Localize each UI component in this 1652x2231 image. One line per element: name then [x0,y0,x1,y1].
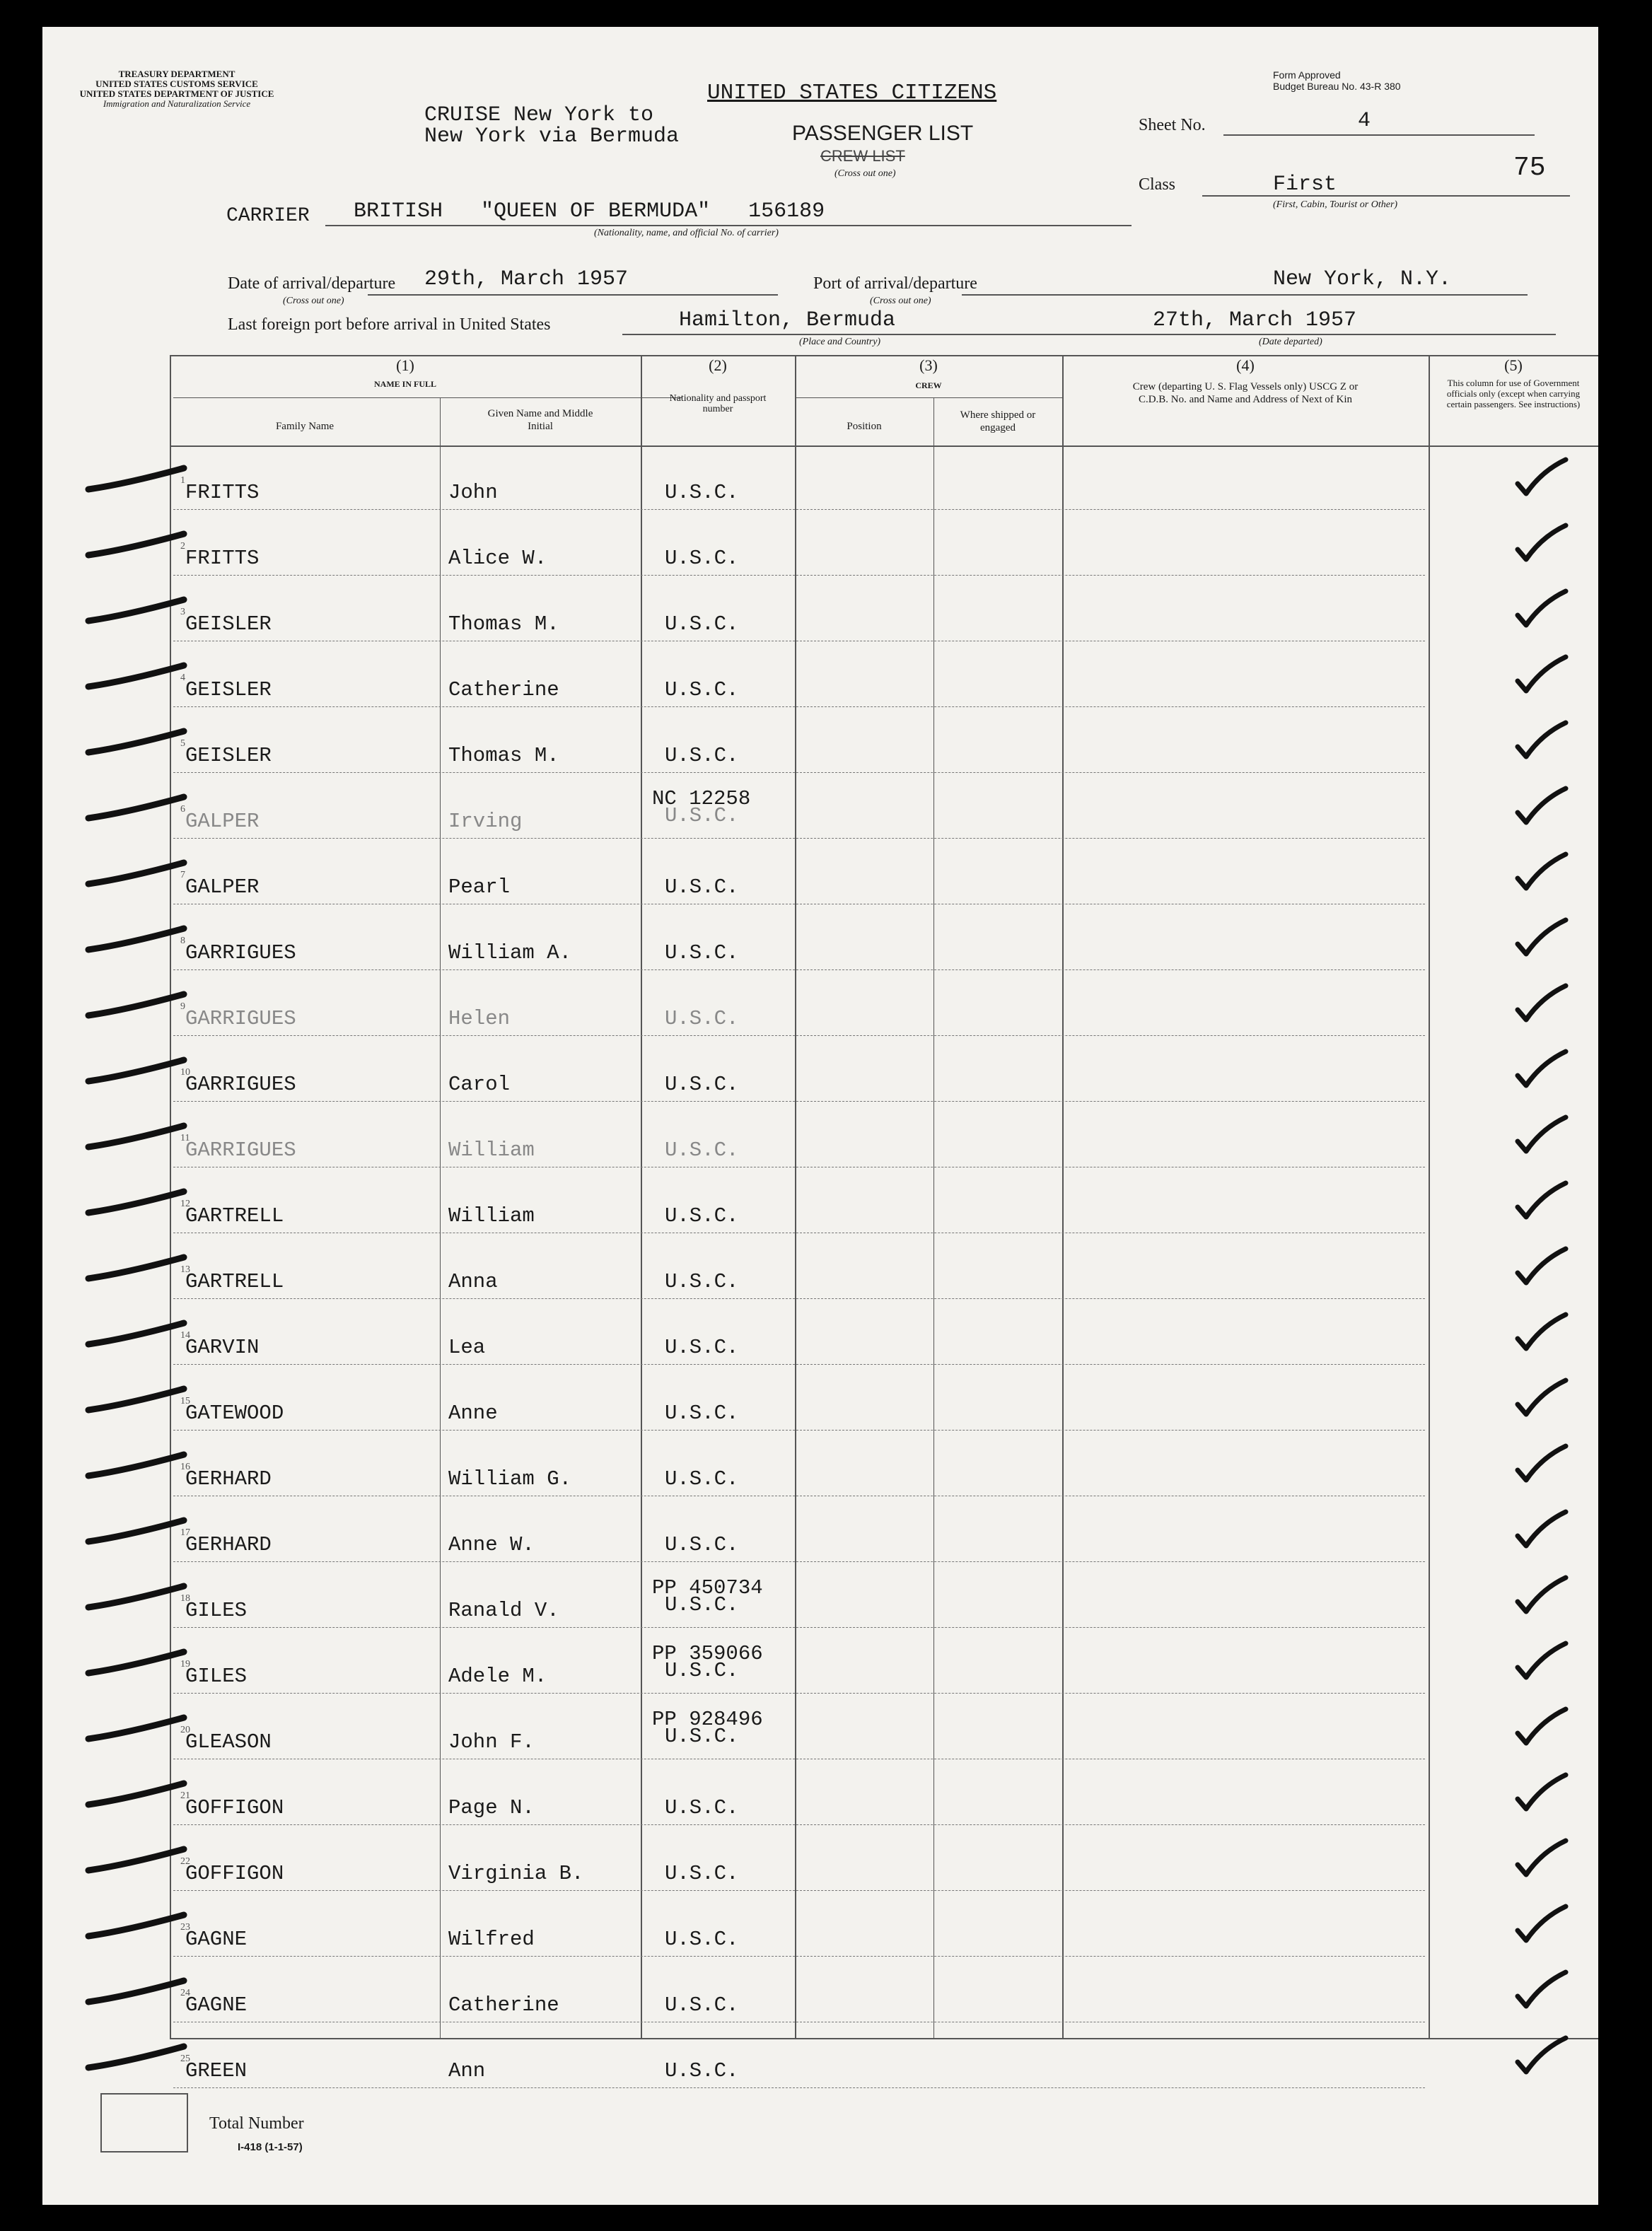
given-name-cell: Lea [448,1336,486,1359]
nationality-cell: U.S.C. [665,941,739,965]
row-number: 10 [180,1067,190,1078]
agency-line: UNITED STATES DEPARTMENT OF JUSTICE [79,88,274,99]
nationality-cell: U.S.C. [665,1270,739,1293]
family-name-cell: FRITTS [185,481,260,504]
official-check-icon [1513,1180,1570,1226]
given-name-cell: Virginia B. [448,1862,584,1885]
official-check-icon [1513,1706,1570,1752]
tally-check-icon [85,1778,191,1817]
document-page [42,27,1598,2205]
col4-label: Crew (departing U. S. Flag Vessels only) USCG Z or C.D.B. No. and Name and Address of Next of Kin [1132,381,1359,405]
tally-check-icon [85,1383,191,1422]
given-name-cell: John [448,481,498,504]
row-number: 21 [180,1790,190,1801]
family-name-cell: GARRIGUES [185,1138,296,1162]
family-name-cell: GREEN [185,2059,248,2083]
tally-check-icon [85,1317,191,1356]
tally-check-icon [85,1186,191,1225]
given-name-cell: Catherine [448,678,559,701]
official-check-icon [1513,523,1570,569]
tally-check-icon [85,1975,191,2014]
given-name-cell: William A. [448,941,572,965]
given-name-cell: Anne [448,1402,498,1425]
family-name-cell: GAGNE [185,1993,248,2017]
tally-check-icon [85,726,191,764]
row-number: 6 [180,804,185,815]
family-name-cell: GERHARD [185,1467,272,1491]
date-departed-value: 27th, March 1957 [1153,308,1357,332]
tally-check-icon [85,462,191,501]
total-number-box[interactable] [100,2093,188,2153]
family-name-cell: GARRIGUES [185,1073,296,1096]
col1-label: NAME IN FULL [373,379,436,389]
official-check-icon [1513,1049,1570,1095]
col2-number: (2) [709,356,727,374]
official-check-icon [1513,720,1570,766]
official-check-icon [1513,654,1570,700]
cruise-line-2: New York via Bermuda [424,124,680,148]
row-number: 1 [180,475,185,486]
given-name-cell: Alice W. [448,547,547,570]
family-name-cell: GALPER [185,810,260,833]
tally-check-icon [85,1712,191,1751]
family-name-cell: GLEASON [185,1730,272,1754]
nationality-cell: U.S.C. [665,1796,739,1819]
tally-check-icon [85,660,191,699]
carrier-label: CARRIER [226,205,310,227]
nationality-cell: U.S.C. [665,481,739,504]
family-name-cell: GOFFIGON [185,1796,284,1819]
col5-number: (5) [1504,356,1523,374]
crew-list-label: CREW LIST [820,147,905,165]
official-check-icon [1513,1443,1570,1489]
tally-check-icon [85,1909,191,1948]
arrival-label: Date of arrival/departure [228,274,396,293]
sheet-label: Sheet No. [1139,116,1206,134]
tally-check-icon [85,1449,191,1488]
tally-check-icon [85,923,191,962]
date-departed-hint: (Date departed) [1259,337,1322,347]
given-name-cell: Anna [448,1270,498,1293]
official-check-icon [1513,983,1570,1029]
nationality-cell: U.S.C. [665,744,739,767]
row-number: 13 [180,1264,190,1275]
given-name-heading: Given Name and Middle Initial [487,408,593,432]
port-value: New York, N.Y. [1273,267,1452,291]
row-number: 5 [180,738,185,749]
family-name-cell: GARRIGUES [185,1007,296,1030]
official-check-icon [1513,1838,1570,1884]
given-name-cell: Catherine [448,1993,559,2017]
row-number: 20 [180,1725,190,1735]
budget-bureau: Budget Bureau No. 43-R 380 [1273,81,1401,92]
official-check-icon [1513,1114,1570,1160]
cruise-line-1: CRUISE New York to [424,103,654,127]
last-port-label: Last foreign port before arrival in United States [228,315,551,334]
row-number: 15 [180,1396,190,1406]
row-number: 22 [180,1856,190,1867]
col5-label: This column for use of Government officials only (except when carrying certain passengers. See instructions) [1446,378,1581,409]
family-name-cell: GERHARD [185,1533,272,1556]
nationality-cell: U.S.C. [665,1204,739,1228]
family-name-cell: GILES [185,1665,248,1688]
family-name-cell: GEISLER [185,744,272,767]
agency-line: Immigration and Naturalization Service [103,98,251,109]
family-name-cell: GOFFIGON [185,1862,284,1885]
official-check-icon [1513,1641,1570,1687]
given-name-cell: John F. [448,1730,535,1754]
cross-out-hint: (Cross out one) [834,168,896,179]
passport-number-cell: PP 359066 [652,1642,763,1665]
tally-check-icon [85,1515,191,1554]
nationality-cell: U.S.C. [665,1993,739,2017]
nationality-cell: U.S.C. [665,2059,739,2083]
agency-header [57,69,297,109]
passport-number-cell: NC 12258 [652,787,751,810]
family-name-cell: FRITTS [185,547,260,570]
family-name-cell: GARVIN [185,1336,260,1359]
nationality-cell: U.S.C. [665,1593,739,1617]
row-number: 25 [180,2054,190,2064]
given-name-cell: Ann [448,2059,486,2083]
col3-label: CREW [915,380,942,390]
official-check-icon [1513,851,1570,897]
carrier-value: BRITISH "QUEEN OF BERMUDA" 156189 [354,199,825,223]
last-port-value: Hamilton, Bermuda [679,308,896,332]
tally-check-icon [85,791,191,830]
family-name-cell: GAGNE [185,1928,248,1951]
official-check-icon [1513,1509,1570,1555]
row-number: 14 [180,1330,190,1341]
family-name-cell: GARRIGUES [185,941,296,965]
nationality-cell: U.S.C. [665,678,739,701]
given-name-cell: William G. [448,1467,572,1491]
col2-label: Nationality and passport number [669,393,767,414]
given-name-cell: Carol [448,1073,511,1096]
tally-check-icon [85,1580,191,1619]
nationality-cell: U.S.C. [665,1725,739,1748]
class-hint: (First, Cabin, Tourist or Other) [1273,199,1398,210]
row-number: 16 [180,1462,190,1472]
carrier-hint: (Nationality, name, and official No. of carrier) [594,228,779,238]
official-check-icon [1513,1904,1570,1950]
official-check-icon [1513,2035,1570,2081]
tally-check-icon [85,528,191,567]
arrival-cross-out-hint: (Cross out one) [283,296,344,306]
nationality-cell: U.S.C. [665,612,739,636]
official-check-icon [1513,1575,1570,1621]
form-approved: Form Approved [1273,69,1341,81]
page-number: 75 [1513,153,1546,183]
tally-check-icon [85,2041,191,2080]
passenger-list-label: PASSENGER LIST [792,122,974,145]
passport-number-cell: PP 450734 [652,1576,763,1600]
total-number-label: Total Number [209,2114,304,2133]
nationality-cell: U.S.C. [665,1928,739,1951]
row-number: 19 [180,1659,190,1670]
official-check-icon [1513,1969,1570,2015]
official-check-icon [1513,1246,1570,1292]
official-check-icon [1513,917,1570,963]
family-name-cell: GATEWOOD [185,1402,284,1425]
citizens-title: UNITED STATES CITIZENS [707,81,997,105]
nationality-cell: U.S.C. [665,1533,739,1556]
nationality-cell: U.S.C. [665,1402,739,1425]
nationality-cell: U.S.C. [665,1862,739,1885]
given-name-cell: Ranald V. [448,1599,559,1622]
family-name-cell: GILES [185,1599,248,1622]
given-name-cell: Page N. [448,1796,535,1819]
given-name-cell: William [448,1138,535,1162]
class-label: Class [1139,175,1176,194]
given-name-cell: Thomas M. [448,612,559,636]
col4-number: (4) [1236,356,1255,374]
tally-check-icon [85,1646,191,1685]
port-label: Port of arrival/departure [813,274,977,293]
official-check-icon [1513,457,1570,503]
row-number: 8 [180,936,185,946]
passport-number-cell: PP 928496 [652,1708,763,1731]
family-name-cell: GALPER [185,875,260,899]
nationality-cell: U.S.C. [665,804,739,827]
agency-line: TREASURY DEPARTMENT [118,69,235,79]
position-heading: Position [847,421,882,432]
where-shipped-heading: Where shipped or engaged [960,409,1036,433]
tally-check-icon [85,1252,191,1291]
given-name-cell: Helen [448,1007,511,1030]
given-name-cell: Wilfred [448,1928,535,1951]
sheet-value: 4 [1358,109,1371,133]
tally-check-icon [85,1120,191,1159]
row-number: 7 [180,870,185,880]
agency-line: UNITED STATES CUSTOMS SERVICE [95,78,258,89]
family-name-cell: GEISLER [185,612,272,636]
tally-check-icon [85,857,191,896]
tally-check-icon [85,989,191,1027]
nationality-cell: U.S.C. [665,875,739,899]
tally-check-icon [85,1054,191,1093]
family-name-cell: GARTRELL [185,1204,284,1228]
place-hint: (Place and Country) [799,337,881,347]
row-number: 11 [180,1133,190,1143]
official-check-icon [1513,786,1570,832]
tally-check-icon [85,1843,191,1882]
family-name-heading: Family Name [275,421,335,432]
tally-check-icon [85,594,191,633]
col3-number: (3) [919,356,938,374]
official-check-icon [1513,1377,1570,1423]
nationality-cell: U.S.C. [665,1073,739,1096]
given-name-cell: Pearl [448,875,511,899]
nationality-cell: U.S.C. [665,547,739,570]
family-name-cell: GEISLER [185,678,272,701]
row-number: 24 [180,1988,190,1998]
given-name-cell: Thomas M. [448,744,559,767]
given-name-cell: Irving [448,810,523,833]
official-check-icon [1513,1772,1570,1818]
row-number: 23 [180,1922,190,1933]
row-number: 12 [180,1199,190,1209]
row-number: 4 [180,672,185,683]
row-number: 2 [180,541,185,552]
given-name-cell: Anne W. [448,1533,535,1556]
row-number: 3 [180,607,185,617]
arrival-value: 29th, March 1957 [424,267,629,291]
nationality-cell: U.S.C. [665,1336,739,1359]
given-name-cell: Adele M. [448,1665,547,1688]
form-number: I-418 (1-1-57) [238,2141,303,2153]
nationality-cell: U.S.C. [665,1138,739,1162]
family-name-cell: GARTRELL [185,1270,284,1293]
nationality-cell: U.S.C. [665,1467,739,1491]
col1-number: (1) [396,356,414,374]
port-cross-out-hint: (Cross out one) [870,296,931,306]
class-value: First [1273,173,1337,197]
given-name-cell: William [448,1204,535,1228]
nationality-cell: U.S.C. [665,1659,739,1682]
row-number: 18 [180,1593,190,1604]
official-check-icon [1513,1312,1570,1358]
official-check-icon [1513,588,1570,634]
nationality-cell: U.S.C. [665,1007,739,1030]
row-number: 9 [180,1001,185,1012]
row-number: 17 [180,1527,190,1538]
